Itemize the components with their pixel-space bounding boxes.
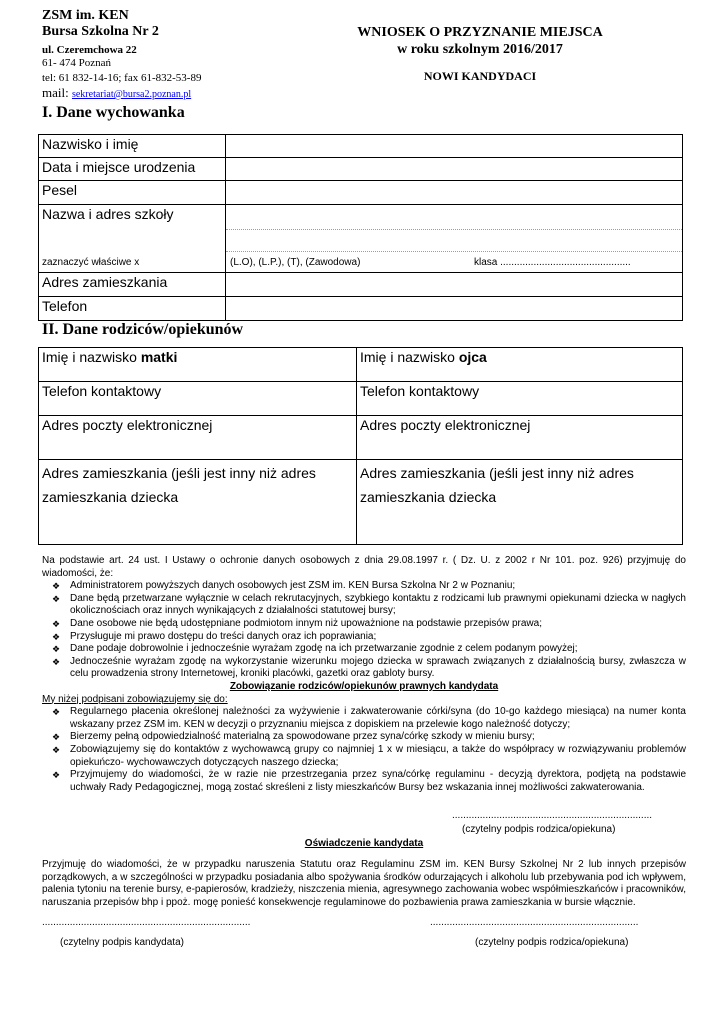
input-name[interactable] <box>226 135 683 158</box>
input-address[interactable] <box>226 273 683 297</box>
father-address-line1: Adres zamieszkania (jeśli jest inny niż adres <box>360 465 634 481</box>
declaration-heading: Oświadczenie kandydata <box>304 838 424 849</box>
mother-address-line1: Adres zamieszkania (jeśli jest inny niż adres <box>42 465 316 481</box>
org-mail <box>42 86 342 102</box>
mail-label: mail: <box>42 85 69 100</box>
label-school-cell <box>39 205 226 273</box>
student-row-pesel <box>39 181 683 205</box>
declaration-text: Przyjmuję do wiadomości, że w przypadku naruszenia Statutu oraz Regulaminu ZSM im. KEN Bursy Szkolnej Nr 2 lub innych przepisów porządkowych, a w szczególności w przypadku posiadania albo spożywania środków odurzających i alkoholu lub przebywania pod ich wpływem, palenia tytoniu na terenie bursy, e-papierosów, kradzieży, niszczenia mienia, agresywnego zachowania wobec współmieszkańców i pracowników, naruszania przepisów bhp i ppoż. mogę ponieść konsekwencje regulaminowe do pozbawienia prawa zamieszkania w bursie włącznie. <box>42 859 686 908</box>
commitment-item: ❖ Zobowiązujemy się do kontaktów z wychowawcą grupy co najmniej 1 x w miesiącu, a także do współpracy w rozwiązywaniu problemów opiekuńczo- wychowawczych dotyczących naszego dziecka; <box>42 744 686 769</box>
school-line-2 <box>226 251 682 252</box>
candidate-signature-dots[interactable]: ........................................................................... <box>42 917 251 928</box>
father-name-prefix: Imię i nazwisko <box>360 349 455 365</box>
form-subtitle: NOWI KANDYDACI <box>423 69 537 83</box>
father-name-cell[interactable] <box>357 348 683 382</box>
label-name: Nazwisko i imię <box>39 135 226 158</box>
parent-signature-label-2: (czytelny podpis rodzica/opiekuna) <box>475 937 629 948</box>
commitment-heading: Zobowiązanie rodziców/opiekunów prawnych kandydata <box>229 680 499 692</box>
data-protection-item: ❖ Dane będą przetwarzane wyłącznie w celach rekrutacyjnych, szybkiego kontaktu z rodzicami lub prawnymi opiekunami dziecka w nagłych okolicznościach oraz innych wynikających z działalności statutowej bursy; <box>42 593 686 618</box>
data-protection-section <box>42 555 686 794</box>
student-data-table <box>38 134 683 321</box>
student-row-name <box>39 135 683 158</box>
org-phone: tel: 61 832-14-16; fax 61-832-53-89 <box>42 72 202 84</box>
label-phone: Telefon <box>39 297 226 321</box>
data-protection-item: ❖ Przysługuje mi prawo dostępu do treści danych oraz ich poprawiania; <box>42 631 686 644</box>
parent-signature-label-1: (czytelny podpis rodzica/opiekuna) <box>462 824 616 835</box>
data-protection-intro: Na podstawie art. 24 ust. I Ustawy o ochronie danych osobowych z dnia 29.08.1997 r. ( Dz. U. z 2002 r Nr 101. poz. 926) przyjmuję do wiadomości, że: <box>42 555 686 579</box>
mother-name-cell[interactable] <box>39 348 357 382</box>
father-label: ojca <box>458 349 487 365</box>
form-title <box>330 24 630 83</box>
parents-row-name <box>39 348 683 382</box>
title-line2: w roku szkolnym 2016/2017 <box>397 42 563 57</box>
commitment-item: ❖ Bierzemy pełną odpowiedzialność materialną za spowodowane przez syna/córkę szkody w mieniu bursy; <box>42 731 686 744</box>
class-field[interactable]: klasa ............................................... <box>474 257 631 268</box>
label-pesel: Pesel <box>39 181 226 205</box>
mother-email-cell[interactable]: Adres poczty elektronicznej <box>39 416 357 460</box>
org-address: ul. Czeremchowa 22 <box>42 44 137 56</box>
parent-signature-dots-2[interactable]: ........................................................................... <box>430 917 639 928</box>
parents-row-email <box>39 416 683 460</box>
input-school[interactable] <box>226 205 683 273</box>
mother-label: matki <box>140 349 178 365</box>
parent-signature-dots-1[interactable]: ........................................................................ <box>452 810 653 821</box>
data-protection-item: ❖ Administratorem powyższych danych osobowych jest ZSM im. KEN Bursa Szkolna Nr 2 w Poznaniu; <box>42 580 686 593</box>
org-name: ZSM im. KEN <box>42 8 129 23</box>
mother-phone-cell[interactable]: Telefon kontaktowy <box>39 382 357 416</box>
father-phone-cell[interactable]: Telefon kontaktowy <box>357 382 683 416</box>
data-protection-item: ❖ Dane podaje dobrowolnie i jednocześnie wyrażam zgodę na ich przetwarzanie zgodnie z celem podanym powyżej; <box>42 643 686 656</box>
data-protection-item: ❖ Dane osobowe nie będą udostępniane podmiotom innym niż upoważnione na podstawie przepisów prawa; <box>42 618 686 631</box>
label-school: Nazwa i adres szkoły <box>42 206 174 222</box>
mother-address-cell[interactable] <box>39 460 357 545</box>
mother-address-line2: zamieszkania dziecka <box>42 489 179 505</box>
commitment-intro: My niżej podpisani zobowiązujemy się do: <box>42 693 228 705</box>
school-types: (L.O), (L.P.), (T), (Zawodowa) <box>230 257 361 268</box>
data-protection-item: ❖ Jednocześnie wyrażam zgodę na wykorzystanie wizerunku mojego dziecka w sprawach związanych z działalnością bursy, zwłaszcza w celu prowadzenia strony Internetowej, kroniki placówki, gazetki oraz gabloty bursy. <box>42 656 686 681</box>
org-postal: 61- 474 Poznań <box>42 57 112 69</box>
student-row-birth <box>39 158 683 181</box>
parents-row-address <box>39 460 683 545</box>
title-line1: WNIOSEK O PRZYZNANIE MIEJSCA <box>357 25 603 40</box>
label-birth: Data i miejsce urodzenia <box>39 158 226 181</box>
student-row-school <box>39 205 683 273</box>
section-1-heading: I. Dane wychowanka <box>42 104 185 121</box>
section-2-heading: II. Dane rodziców/opiekunów <box>42 321 244 338</box>
mail-link[interactable]: sekretariat@bursa2.poznan.pl <box>71 89 192 100</box>
father-email-cell[interactable]: Adres poczty elektronicznej <box>357 416 683 460</box>
school-line-1 <box>226 229 682 230</box>
mother-name-prefix: Imię i nazwisko <box>42 349 137 365</box>
mark-hint: zaznaczyć właściwe x <box>42 257 140 268</box>
commitment-item: ❖ Regularnego płacenia określonej należności za wyżywienie i zakwaterowanie córki/syna (do 10-go każdego miesiąca) na numer konta wskazany przez ZSM im. KEN w decyzji o przyznaniu miejsca z dopiskiem na przelewie kogo należność dotyczy; <box>42 706 686 731</box>
parents-data-table <box>38 347 683 545</box>
input-birth[interactable] <box>226 158 683 181</box>
school-info <box>42 8 342 102</box>
father-address-line2: zamieszkania dziecka <box>360 489 497 505</box>
student-row-address <box>39 273 683 297</box>
student-row-phone <box>39 297 683 321</box>
input-pesel[interactable] <box>226 181 683 205</box>
father-address-cell[interactable] <box>357 460 683 545</box>
label-address: Adres zamieszkania <box>39 273 226 297</box>
org-subname: Bursa Szkolna Nr 2 <box>42 24 159 39</box>
parents-row-phone <box>39 382 683 416</box>
input-phone[interactable] <box>226 297 683 321</box>
commitment-item: ❖ Przyjmujemy do wiadomości, że w razie nie przestrzegania przez syna/córkę regulaminu - decyzją dyrektora, podjętą na podstawie uchwały Rady Pedagogicznej, mogą zostać skreśleni z listy mieszkańców Bursy bez wskazania innej możliwości zakwaterowania. <box>42 769 686 794</box>
candidate-signature-label: (czytelny podpis kandydata) <box>60 937 184 948</box>
